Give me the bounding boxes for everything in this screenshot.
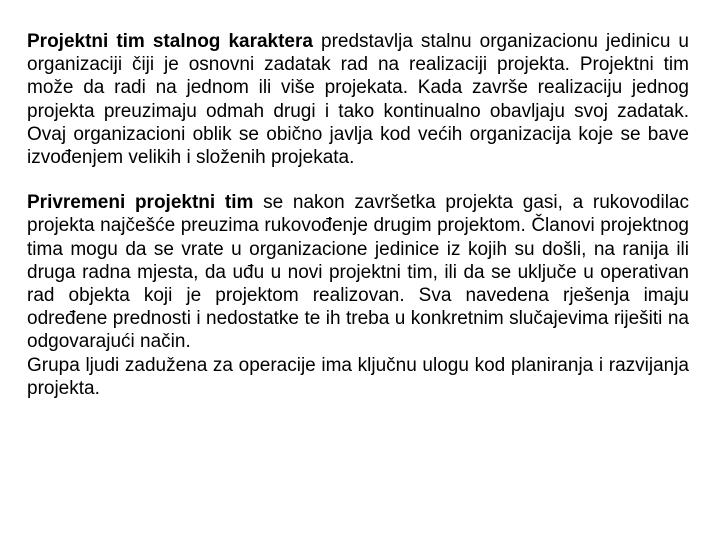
document-body (27, 30, 689, 400)
term-projektni-tim-stalnog-karaktera: Projektni tim stalnog karaktera (27, 31, 313, 52)
paragraph-stalni-tim (27, 30, 689, 169)
paragraph-spacer (27, 169, 689, 191)
paragraph-grupa-ljudi: Grupa ljudi zadužena za operacije ima ključnu ulogu kod planiranja i razvijanja projekta. (27, 354, 689, 399)
paragraph-privremeni-tim (27, 191, 689, 353)
paragraph-stalni-tim-text: predstavlja stalnu organizacionu jedinicu u organizaciji čiji je osnovni zadatak rad na realizaciji projekta. Projektni tim može da radi na jednom ili više projekata. Kada završe realizaciju jednog projekta preuzimaju odmah drugi i tako kontinualno obavljaju svoj zadatak. Ovaj organizacioni oblik se obično javlja kod većih organizacija koje se bave izvođenjem velikih i složenih projekata. (27, 31, 689, 169)
paragraph-privremeni-tim-text: se nakon završetka projekta gasi, a rukovodilac projekta najčešće preuzima rukovođenje drugim projektom. Članovi projektnog tima mogu da se vrate u organizacione jedinice iz kojih su došli, na ranija ili druga radna mjesta, da uđu u novi projektni tim, ili da se uključe u operativan rad objekta koji je projektom realizovan. Sva navedena rješenja imaju određene prednosti i nedostatke te ih treba u konkretnim slučajevima riješiti na odgovarajući način. (27, 192, 689, 353)
term-privremeni-projektni-tim: Privremeni projektni tim (27, 192, 254, 214)
